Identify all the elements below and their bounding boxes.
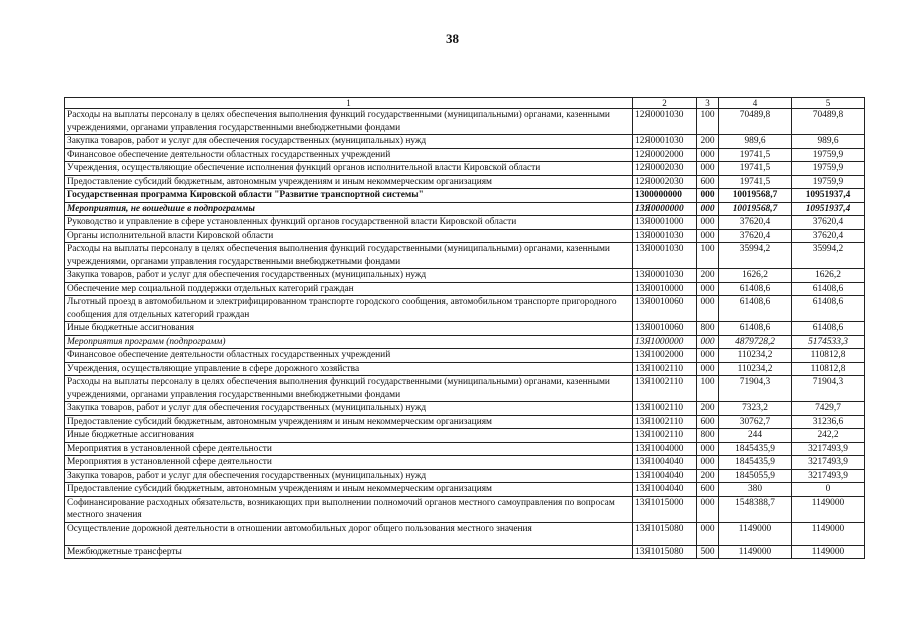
row-code-cell: 13Я1002110 [633, 429, 697, 443]
row-code-cell: 13Я0001000 [633, 216, 697, 230]
row-value-2025-cell: 242,2 [792, 429, 865, 443]
row-value-2024-cell: 110234,2 [719, 349, 792, 363]
row-type-cell: 100 [697, 376, 719, 402]
row-type-cell: 200 [697, 269, 719, 283]
row-value-2024-cell: 10019568,7 [719, 189, 792, 203]
row-value-2025-cell: 10951937,4 [792, 202, 865, 216]
table-row [65, 282, 865, 296]
row-name-cell: Обеспечение мер социальной поддержки отдельных категорий граждан [65, 282, 633, 296]
row-code-cell: 13Я1002110 [633, 415, 697, 429]
row-value-2024-cell: 19741,5 [719, 148, 792, 162]
table-row [65, 415, 865, 429]
table-row [65, 362, 865, 376]
row-value-2024-cell: 61408,6 [719, 322, 792, 336]
column-header: 4 [719, 98, 792, 109]
table-row [65, 109, 865, 135]
row-value-2025-cell: 5174533,3 [792, 335, 865, 349]
row-code-cell: 13Я1004040 [633, 456, 697, 470]
row-value-2024-cell: 1548388,7 [719, 496, 792, 522]
row-value-2025-cell: 70489,8 [792, 109, 865, 135]
row-name-cell: Иные бюджетные ассигнования [65, 322, 633, 336]
row-value-2025-cell: 31236,6 [792, 415, 865, 429]
row-value-2024-cell: 37620,4 [719, 216, 792, 230]
row-type-cell: 600 [697, 483, 719, 497]
row-value-2024-cell: 71904,3 [719, 376, 792, 402]
column-header: 1 [65, 98, 633, 109]
row-value-2025-cell: 61408,6 [792, 282, 865, 296]
row-code-cell: 12Я0002000 [633, 148, 697, 162]
row-name-cell: Расходы на выплаты персоналу в целях обеспечения выполнения функций государственными (муниципальными) органами, казенными учреждениями, органами управления государственными внебюджетными фондами [65, 109, 633, 135]
row-name-cell: Мероприятия в установленной сфере деятельности [65, 456, 633, 470]
row-name-cell: Мероприятия, не вошедшие в подпрограммы [65, 202, 633, 216]
row-value-2025-cell: 989,6 [792, 135, 865, 149]
table-row [65, 269, 865, 283]
row-value-2025-cell: 61408,6 [792, 296, 865, 322]
table-row [65, 162, 865, 176]
row-code-cell: 13Я1002110 [633, 402, 697, 416]
row-value-2024-cell: 30762,7 [719, 415, 792, 429]
row-name-cell: Финансовое обеспечение деятельности областных государственных учреждений [65, 349, 633, 363]
row-value-2025-cell: 35994,2 [792, 243, 865, 269]
row-name-cell: Льготный проезд в автомобильном и электрифицированном транспорте городского сообщения, автомобильном транспорте пригородного сообщения для отдельных категорий граждан [65, 296, 633, 322]
row-value-2025-cell: 1626,2 [792, 269, 865, 283]
row-name-cell: Финансовое обеспечение деятельности областных государственных учреждений [65, 148, 633, 162]
row-value-2024-cell: 61408,6 [719, 296, 792, 322]
row-type-cell: 000 [697, 148, 719, 162]
row-value-2025-cell: 3217493,9 [792, 456, 865, 470]
row-code-cell: 13Я1002000 [633, 349, 697, 363]
table-row [65, 483, 865, 497]
row-value-2025-cell: 1149000 [792, 545, 865, 559]
row-value-2024-cell: 244 [719, 429, 792, 443]
row-value-2024-cell: 1845435,9 [719, 442, 792, 456]
row-value-2024-cell: 35994,2 [719, 243, 792, 269]
table-row [65, 442, 865, 456]
table-row [65, 175, 865, 189]
row-code-cell: 13Я0001030 [633, 243, 697, 269]
row-value-2024-cell: 61408,6 [719, 282, 792, 296]
row-code-cell: 13Я1004040 [633, 469, 697, 483]
row-value-2025-cell: 61408,6 [792, 322, 865, 336]
column-header: 2 [633, 98, 697, 109]
row-value-2024-cell: 1845435,9 [719, 456, 792, 470]
row-type-cell: 100 [697, 243, 719, 269]
row-name-cell: Предоставление субсидий бюджетным, автономным учреждениям и иным некоммерческим организациям [65, 415, 633, 429]
table-row [65, 469, 865, 483]
row-code-cell: 12Я0001030 [633, 135, 697, 149]
row-type-cell: 000 [697, 216, 719, 230]
row-value-2025-cell: 37620,4 [792, 216, 865, 230]
row-type-cell: 000 [697, 202, 719, 216]
row-type-cell: 500 [697, 545, 719, 559]
row-code-cell: 13Я0010000 [633, 282, 697, 296]
row-type-cell: 000 [697, 522, 719, 545]
row-type-cell: 000 [697, 496, 719, 522]
row-code-cell: 13Я0010060 [633, 296, 697, 322]
row-value-2025-cell: 110812,8 [792, 362, 865, 376]
table-row [65, 545, 865, 559]
table-row [65, 456, 865, 470]
row-name-cell: Иные бюджетные ассигнования [65, 429, 633, 443]
table-row [65, 322, 865, 336]
row-type-cell: 000 [697, 162, 719, 176]
row-type-cell: 100 [697, 109, 719, 135]
row-name-cell: Мероприятия программ (подпрограмм) [65, 335, 633, 349]
table-row [65, 429, 865, 443]
row-code-cell: 12Я0001030 [633, 109, 697, 135]
row-value-2024-cell: 380 [719, 483, 792, 497]
table-row [65, 135, 865, 149]
row-name-cell: Закупка товаров, работ и услуг для обеспечения государственных (муниципальных) нужд [65, 469, 633, 483]
row-name-cell: Осуществление дорожной деятельности в отношении автомобильных дорог общего пользования местного значения [65, 522, 633, 545]
row-type-cell: 000 [697, 229, 719, 243]
table-row [65, 496, 865, 522]
row-value-2025-cell: 3217493,9 [792, 442, 865, 456]
row-name-cell: Расходы на выплаты персоналу в целях обеспечения выполнения функций государственными (муниципальными) органами, казенными учреждениями, органами управления государственными внебюджетными фондами [65, 376, 633, 402]
column-header: 5 [792, 98, 865, 109]
row-value-2025-cell: 19759,9 [792, 148, 865, 162]
row-name-cell: Межбюджетные трансферты [65, 545, 633, 559]
row-name-cell: Государственная программа Кировской области "Развитие транспортной системы" [65, 189, 633, 203]
row-code-cell: 13Я1015080 [633, 545, 697, 559]
row-code-cell: 13Я0010060 [633, 322, 697, 336]
row-type-cell: 600 [697, 415, 719, 429]
row-value-2024-cell: 110234,2 [719, 362, 792, 376]
row-code-cell: 13Я1015000 [633, 496, 697, 522]
row-type-cell: 000 [697, 296, 719, 322]
row-name-cell: Предоставление субсидий бюджетным, автономным учреждениям и иным некоммерческим организациям [65, 483, 633, 497]
row-code-cell: 13Я1004000 [633, 442, 697, 456]
row-value-2024-cell: 7323,2 [719, 402, 792, 416]
table-row [65, 376, 865, 402]
row-name-cell: Софинансирование расходных обязательств, возникающих при выполнении полномочий органов местного самоуправления по вопросам местного значения [65, 496, 633, 522]
row-code-cell: 12Я0002030 [633, 175, 697, 189]
row-value-2024-cell: 70489,8 [719, 109, 792, 135]
row-value-2025-cell: 71904,3 [792, 376, 865, 402]
row-type-cell: 200 [697, 469, 719, 483]
row-type-cell: 200 [697, 135, 719, 149]
row-code-cell: 13Я0000000 [633, 202, 697, 216]
row-type-cell: 200 [697, 402, 719, 416]
row-name-cell: Закупка товаров, работ и услуг для обеспечения государственных (муниципальных) нужд [65, 269, 633, 283]
table-row [65, 402, 865, 416]
row-value-2025-cell: 19759,9 [792, 162, 865, 176]
row-value-2024-cell: 19741,5 [719, 175, 792, 189]
row-code-cell: 12Я0002030 [633, 162, 697, 176]
row-type-cell: 000 [697, 456, 719, 470]
row-value-2024-cell: 4879728,2 [719, 335, 792, 349]
row-value-2024-cell: 10019568,7 [719, 202, 792, 216]
page-number: 38 [446, 31, 459, 46]
row-value-2025-cell: 7429,7 [792, 402, 865, 416]
row-value-2025-cell: 19759,9 [792, 175, 865, 189]
table-row [65, 335, 865, 349]
table-row [65, 522, 865, 545]
row-type-cell: 800 [697, 322, 719, 336]
row-code-cell: 13Я1015080 [633, 522, 697, 545]
table-row [65, 202, 865, 216]
row-type-cell: 000 [697, 335, 719, 349]
row-code-cell: 13Я0001030 [633, 229, 697, 243]
table-row [65, 148, 865, 162]
table-row [65, 243, 865, 269]
row-type-cell: 000 [697, 349, 719, 363]
row-value-2024-cell: 19741,5 [719, 162, 792, 176]
column-header: 3 [697, 98, 719, 109]
row-name-cell: Предоставление субсидий бюджетным, автономным учреждениям и иным некоммерческим организациям [65, 175, 633, 189]
row-value-2025-cell: 0 [792, 483, 865, 497]
row-value-2024-cell: 1149000 [719, 545, 792, 559]
budget-table [64, 97, 865, 559]
row-name-cell: Органы исполнительной власти Кировской области [65, 229, 633, 243]
row-name-cell: Мероприятия в установленной сфере деятельности [65, 442, 633, 456]
row-value-2024-cell: 1845055,9 [719, 469, 792, 483]
row-value-2024-cell: 1149000 [719, 522, 792, 545]
row-code-cell: 13Я1004040 [633, 483, 697, 497]
row-value-2025-cell: 110812,8 [792, 349, 865, 363]
row-code-cell: 1300000000 [633, 189, 697, 203]
table-row [65, 189, 865, 203]
row-value-2024-cell: 989,6 [719, 135, 792, 149]
row-code-cell: 13Я1000000 [633, 335, 697, 349]
row-value-2024-cell: 1626,2 [719, 269, 792, 283]
row-value-2025-cell: 37620,4 [792, 229, 865, 243]
table-row [65, 216, 865, 230]
row-type-cell: 000 [697, 282, 719, 296]
row-value-2024-cell: 37620,4 [719, 229, 792, 243]
row-value-2025-cell: 3217493,9 [792, 469, 865, 483]
row-type-cell: 000 [697, 362, 719, 376]
row-code-cell: 13Я0001030 [633, 269, 697, 283]
table-row [65, 349, 865, 363]
row-name-cell: Руководство и управление в сфере установленных функций органов государственной власти Кировской области [65, 216, 633, 230]
row-name-cell: Закупка товаров, работ и услуг для обеспечения государственных (муниципальных) нужд [65, 135, 633, 149]
row-type-cell: 800 [697, 429, 719, 443]
row-name-cell: Учреждения, осуществляющие обеспечение исполнения функций органов исполнительной власти Кировской области [65, 162, 633, 176]
row-type-cell: 000 [697, 189, 719, 203]
row-name-cell: Закупка товаров, работ и услуг для обеспечения государственных (муниципальных) нужд [65, 402, 633, 416]
row-name-cell: Учреждения, осуществляющие управление в сфере дорожного хозяйства [65, 362, 633, 376]
row-type-cell: 600 [697, 175, 719, 189]
row-value-2025-cell: 10951937,4 [792, 189, 865, 203]
row-value-2025-cell: 1149000 [792, 522, 865, 545]
row-code-cell: 13Я1002110 [633, 362, 697, 376]
row-value-2025-cell: 1149000 [792, 496, 865, 522]
table-row [65, 229, 865, 243]
row-name-cell: Расходы на выплаты персоналу в целях обеспечения выполнения функций государственными (муниципальными) органами, казенными учреждениями, органами управления государственными внебюджетными фондами [65, 243, 633, 269]
table-header-row [65, 98, 865, 109]
row-code-cell: 13Я1002110 [633, 376, 697, 402]
table-row [65, 296, 865, 322]
row-type-cell: 000 [697, 442, 719, 456]
